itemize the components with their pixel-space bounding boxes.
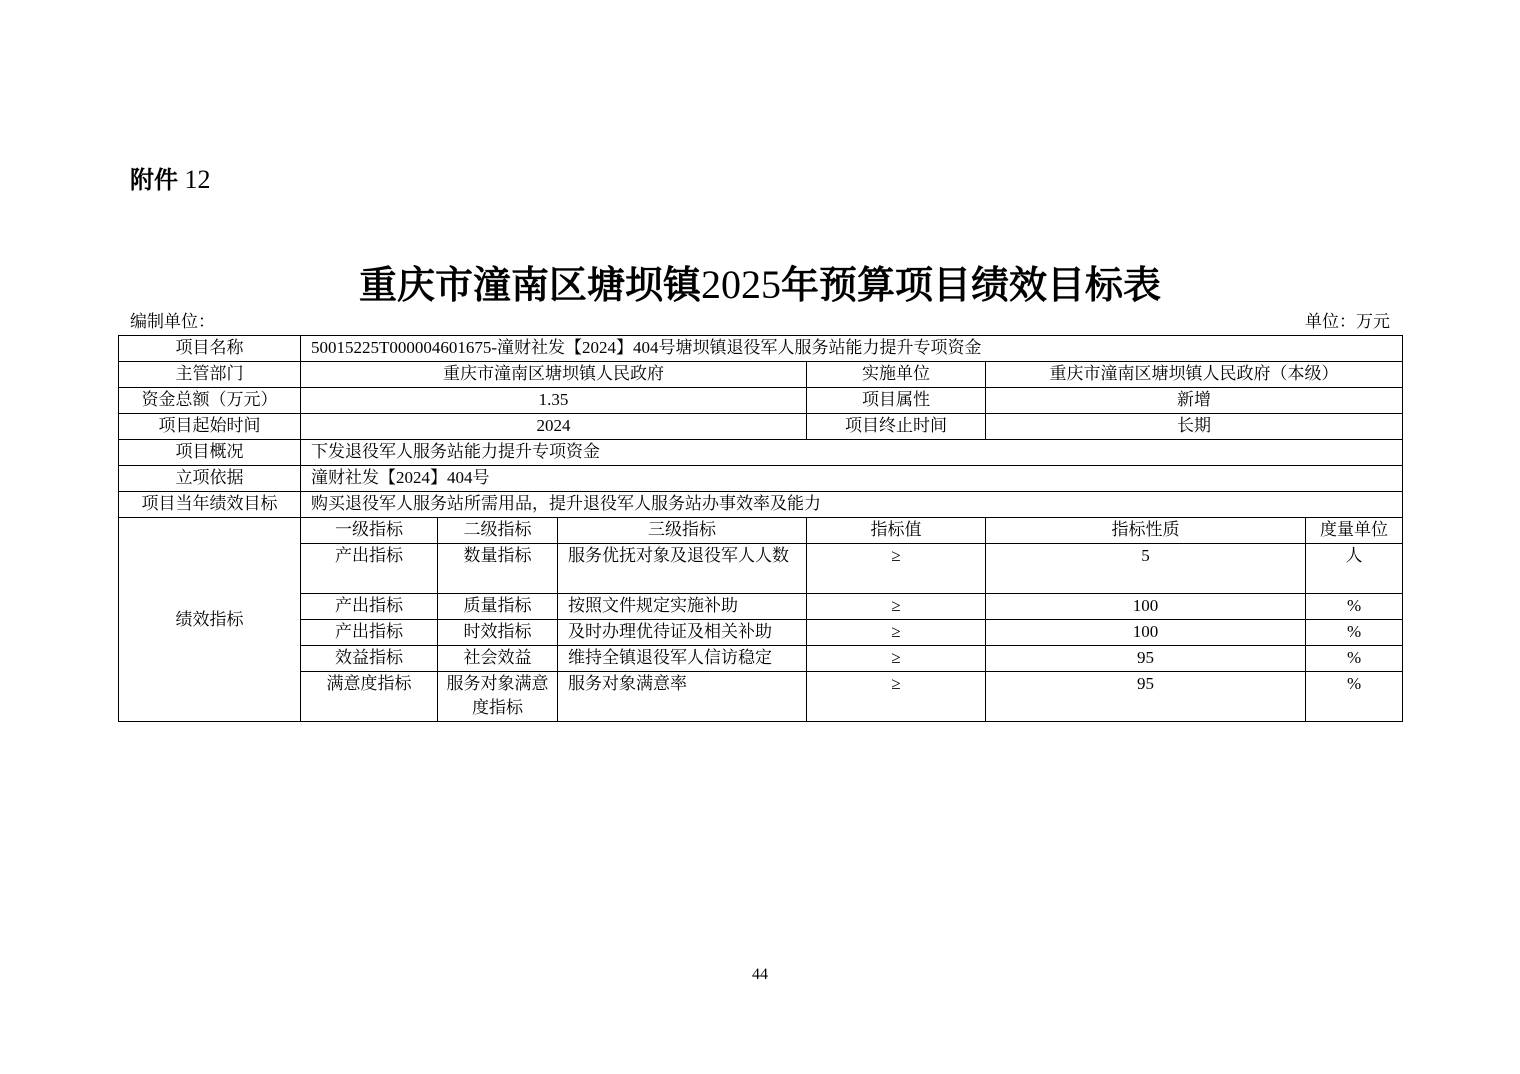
cell-unit: % <box>1306 594 1403 620</box>
title-year: 2025 <box>701 262 781 307</box>
end-value: 长期 <box>986 414 1403 440</box>
cell-unit: 人 <box>1306 544 1403 594</box>
attachment-prefix: 附件 <box>130 166 178 194</box>
start-label: 项目起始时间 <box>119 414 301 440</box>
cell-level3: 服务对象满意率 <box>558 672 807 722</box>
table-row <box>119 544 1403 594</box>
header-unit: 度量单位 <box>1306 518 1403 544</box>
cell-nature: 95 <box>986 646 1306 672</box>
cell-level2: 数量指标 <box>438 544 558 594</box>
overview-label: 项目概况 <box>119 440 301 466</box>
row-project-name <box>119 336 1403 362</box>
header-level3: 三级指标 <box>558 518 807 544</box>
cell-value: ≥ <box>807 544 986 594</box>
start-value: 2024 <box>301 414 807 440</box>
header-level2: 二级指标 <box>438 518 558 544</box>
row-overview <box>119 440 1403 466</box>
row-dept <box>119 362 1403 388</box>
row-fund <box>119 388 1403 414</box>
header-nature: 指标性质 <box>986 518 1306 544</box>
row-time <box>119 414 1403 440</box>
goal-label: 项目当年绩效目标 <box>119 492 301 518</box>
cell-level3: 维持全镇退役军人信访稳定 <box>558 646 807 672</box>
cell-level2: 社会效益 <box>438 646 558 672</box>
header-value: 指标值 <box>807 518 986 544</box>
unit-label: 单位：万元 <box>1305 312 1390 331</box>
cell-level2: 服务对象满意度指标 <box>438 672 558 722</box>
attr-value: 新增 <box>986 388 1403 414</box>
fund-label: 资金总额（万元） <box>119 388 301 414</box>
title-part-b: 年预算项目绩效目标表 <box>781 262 1162 307</box>
project-name-value: 50015225T000004601675-潼财社发【2024】404号塘坝镇退役军人服务站能力提升专项资金 <box>301 336 1403 362</box>
cell-unit: % <box>1306 646 1403 672</box>
table-row <box>119 620 1403 646</box>
cell-nature: 100 <box>986 620 1306 646</box>
cell-level3: 按照文件规定实施补助 <box>558 594 807 620</box>
goal-value: 购买退役军人服务站所需用品，提升退役军人服务站办事效率及能力 <box>301 492 1403 518</box>
project-name-label: 项目名称 <box>119 336 301 362</box>
page-title <box>0 262 1520 308</box>
basis-value: 潼财社发【2024】404号 <box>301 466 1403 492</box>
cell-level1: 满意度指标 <box>301 672 438 722</box>
basis-label: 立项依据 <box>119 466 301 492</box>
table-row <box>119 672 1403 722</box>
cell-level1: 产出指标 <box>301 544 438 594</box>
header-level1: 一级指标 <box>301 518 438 544</box>
cell-unit: % <box>1306 620 1403 646</box>
cell-nature: 5 <box>986 544 1306 594</box>
cell-nature: 100 <box>986 594 1306 620</box>
impl-label: 实施单位 <box>807 362 986 388</box>
cell-level2: 时效指标 <box>438 620 558 646</box>
indicator-header-row <box>119 518 1403 544</box>
cell-nature: 95 <box>986 672 1306 722</box>
title-part-a: 重庆市潼南区塘坝镇 <box>358 262 701 307</box>
fund-value: 1.35 <box>301 388 807 414</box>
cell-value: ≥ <box>807 646 986 672</box>
page-number: 44 <box>752 966 768 983</box>
cell-level1: 产出指标 <box>301 594 438 620</box>
cell-value: ≥ <box>807 594 986 620</box>
attachment-label <box>130 164 211 196</box>
table-row <box>119 646 1403 672</box>
end-label: 项目终止时间 <box>807 414 986 440</box>
dept-label: 主管部门 <box>119 362 301 388</box>
compile-unit-label: 编制单位： <box>130 312 215 331</box>
performance-table <box>118 335 1403 722</box>
cell-level1: 效益指标 <box>301 646 438 672</box>
indicators-section-label: 绩效指标 <box>119 518 301 722</box>
attachment-number: 12 <box>184 165 211 194</box>
cell-level2: 质量指标 <box>438 594 558 620</box>
cell-value: ≥ <box>807 672 986 722</box>
attr-label: 项目属性 <box>807 388 986 414</box>
impl-value: 重庆市潼南区塘坝镇人民政府（本级） <box>986 362 1403 388</box>
cell-value: ≥ <box>807 620 986 646</box>
dept-value: 重庆市潼南区塘坝镇人民政府 <box>301 362 807 388</box>
cell-unit: % <box>1306 672 1403 722</box>
cell-level3: 服务优抚对象及退役军人人数 <box>558 544 807 594</box>
row-goal <box>119 492 1403 518</box>
cell-level1: 产出指标 <box>301 620 438 646</box>
row-basis <box>119 466 1403 492</box>
cell-level3: 及时办理优待证及相关补助 <box>558 620 807 646</box>
overview-value: 下发退役军人服务站能力提升专项资金 <box>301 440 1403 466</box>
table-row <box>119 594 1403 620</box>
